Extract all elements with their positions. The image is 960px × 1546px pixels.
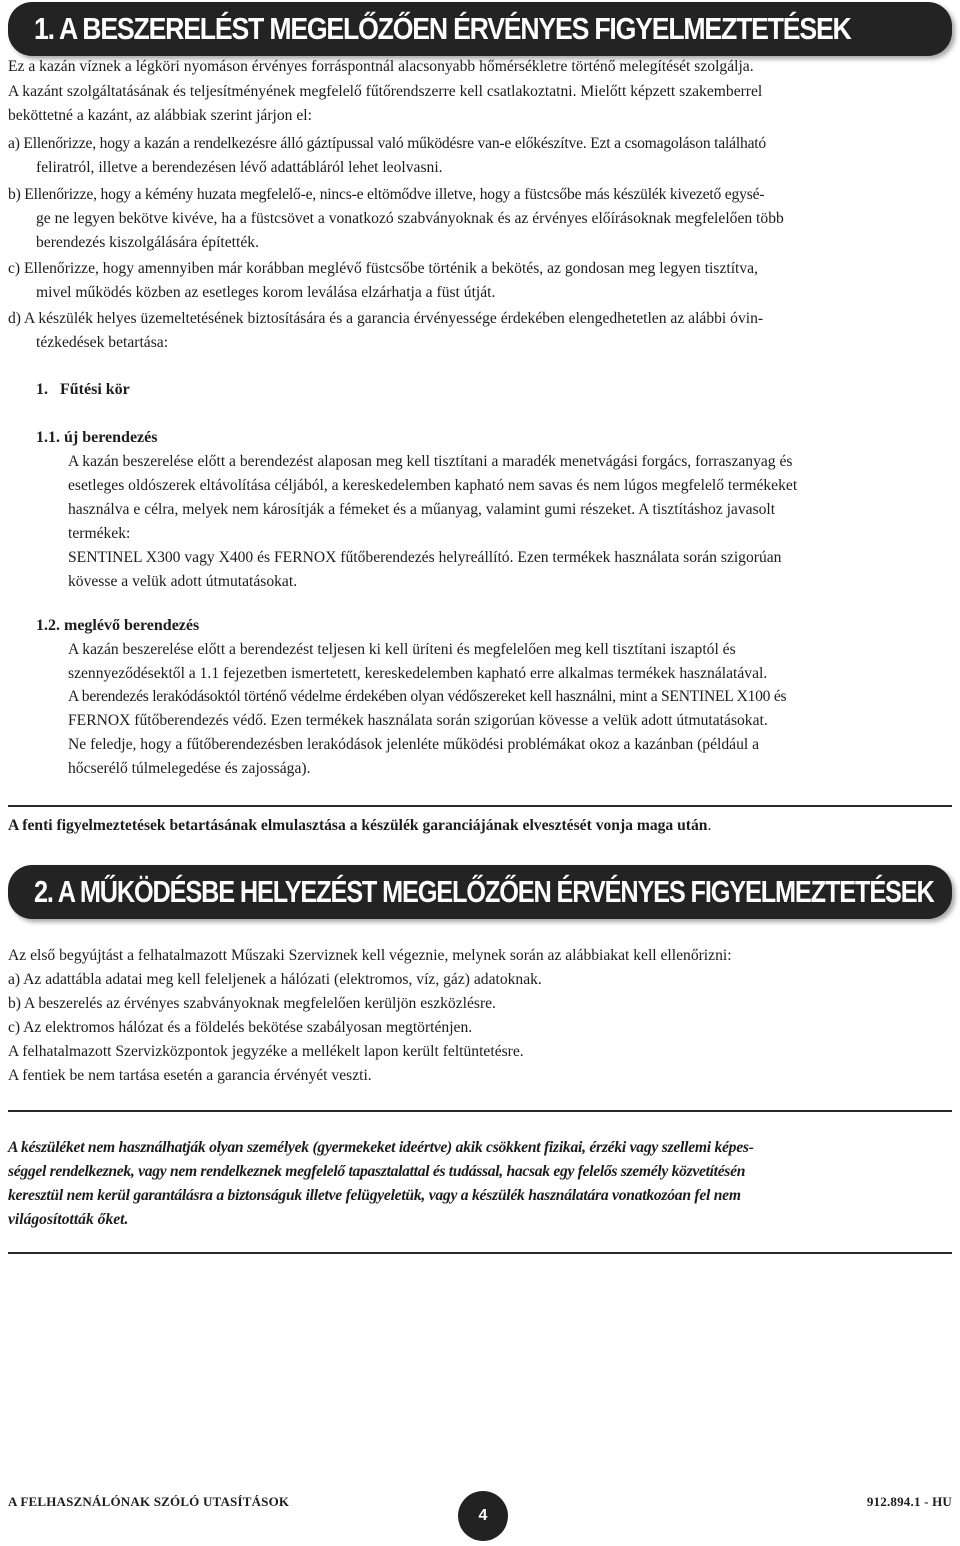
divider-2 — [8, 1110, 952, 1112]
safety-line-3: keresztül nem kerül garantálásra a biztonságuk illetve felügyeletük, vagy a készülék használatára vonatkozóan fel nem — [8, 1187, 741, 1204]
page-number: 4 — [478, 1507, 488, 1524]
p12-line-6: hőcserélő túlmelegedése és zajossága). — [68, 760, 311, 777]
s2-line-5: A felhatalmazott Szervizközpontok jegyzéke a mellékelt lapon került feltüntetésre. — [8, 1043, 524, 1060]
divider-1 — [8, 805, 952, 807]
warning-dot: . — [707, 817, 712, 834]
safety-line-2: séggel rendelkeznek, vagy nem rendelkeznek megfelelő tapasztalattal és tudással, hacsak egy felelős személy közvetítésén — [8, 1163, 746, 1180]
p12-line-4: FERNOX fűtőberendezés védő. Ezen termékek használata során szigorúan kövesse a velük adott útmutatásokat. — [68, 712, 768, 729]
item-c-line-1: c) Ellenőrizze, hogy amennyiben már korábban meglévő füstcsőbe történik a bekötés, az gondosan meg legyen tisztítva, — [8, 260, 758, 277]
s2-line-2: a) Az adattábla adatai meg kell feleljenek a hálózati (elektromos, víz, gáz) adatoknak. — [8, 971, 542, 988]
footer-title: A FELHASZNÁLÓNAK SZÓLÓ UTASÍTÁSOK — [8, 1494, 290, 1509]
p12-line-1: A kazán beszerelése előtt a berendezést teljesen ki kell üríteni és megfelelően meg kell tisztítani iszaptól és — [68, 641, 736, 658]
p11-line-2: esetleges oldószerek eltávolítása céljából, a kereskedelemben kapható nem savas és nem lúgos megfelelő termékeket — [68, 477, 798, 494]
item-a-line-2: feliratról, illetve a berendezésen lévő adattábláról lehet leolvasni. — [36, 159, 443, 176]
warning-main: A fenti figyelmeztetések betartásának elmulasztása a készülék garanciájának elvesztését vonja maga után — [8, 817, 708, 834]
section-2-title: 2. A MŰKÖDÉSBE HELYEZÉST MEGELŐZŐEN ÉRVÉNYES FIGYELMEZTETÉSEK — [34, 874, 934, 909]
s2-line-1: Az első begyújtást a felhatalmazott Műszaki Szerviznek kell végeznie, melynek során az alábbiakat kell ellenőrizni: — [8, 947, 732, 964]
heading-1-2: 1.2. meglévő berendezés — [36, 617, 200, 634]
warning-text — [8, 814, 711, 838]
item-c-line-2: mivel működés közben az esetleges korom leválása elzárhatja a füst útját. — [36, 284, 496, 301]
safety-line-1: A készüléket nem használhatják olyan személyek (gyermekeket ideértve) akik csökkent fizikai, érzéki vagy szellemi képes- — [8, 1139, 754, 1156]
heading-futesi-kor: 1. Fűtési kör — [36, 381, 130, 398]
p11-line-4: termékek: — [68, 525, 131, 542]
section-1-banner — [8, 2, 952, 56]
divider-3 — [8, 1252, 952, 1254]
item-b-line-3: berendezés kiszolgálására építették. — [36, 234, 259, 251]
footer-doc-code: 912.894.1 - HU — [866, 1494, 952, 1509]
s2-line-4: c) Az elektromos hálózat és a földelés bekötése szabályosan megtörténjen. — [8, 1019, 473, 1036]
item-b-line-2: ge ne legyen bekötve kivéve, ha a füstcsövet a vonatkozó szabványoknak és az érvényes előírásoknak megfelelően több — [36, 210, 784, 227]
item-b-line-1: b) Ellenőrizze, hogy a kémény huzata megfelelő-e, nincs-e eltömődve illetve, hogy a füstcsőbe más készülék kivezető egysé- — [8, 186, 765, 203]
page-number-badge — [458, 1491, 508, 1541]
p12-line-5: Ne feledje, hogy a fűtőberendezésben lerakódások jelenléte működési problémákat okoz a kazánban (például a — [68, 736, 760, 753]
item-a-line-1: a) Ellenőrizze, hogy a kazán a rendelkezésre álló gáztípussal való működésre van-e előkészítve. Ezt a csomagoláson található — [8, 135, 767, 152]
p12-line-2: szennyeződésektől a 1.1 fejezetben ismertetett, kereskedelemben kapható erre alkalmas termékek használatával. — [68, 665, 768, 682]
safety-line-4: világosították őket. — [8, 1211, 129, 1228]
p11-line-3: használva e célra, melyek nem károsítják a fémeket és a műanyag, valamint gumi részeket. A tisztításhoz javasolt — [68, 501, 776, 518]
item-d-line-2: tézkedések betartása: — [36, 334, 169, 351]
section-2-banner — [8, 865, 952, 919]
intro-line-2: A kazánt szolgáltatásának és teljesítményének megfelelő fűtőrendszerre kell csatlakoztatni. Mielőtt képzett szakemberrel — [8, 83, 763, 100]
s2-line-6: A fentiek be nem tartása esetén a garancia érvényét veszti. — [8, 1067, 372, 1084]
intro-line-1: Ez a kazán víznek a légköri nyomáson érvényes forráspontnál alacsonyabb hőmérsékletre történő melegítését szolgálja. — [8, 58, 754, 75]
intro-line-3: beköttetné a kazánt, az alábbiak szerint járjon el: — [8, 107, 312, 124]
p11-line-1: A kazán beszerelése előtt a berendezést alaposan meg kell tisztítani a maradék menetvágási forgács, forraszanyag és — [68, 453, 793, 470]
item-d-line-1: d) A készülék helyes üzemeltetésének biztosítására és a garancia érvényessége érdekében elengedhetetlen az alábbi óvin- — [8, 310, 764, 327]
s2-line-3: b) A beszerelés az érvényes szabványoknak megfelelően kerüljön eszközlésre. — [8, 995, 496, 1012]
p12-line-3: A berendezés lerakódásoktól történő védelme érdekében olyan védőszereket kell használni, mint a SENTINEL X100 és — [68, 688, 787, 705]
p11-line-6: kövesse a velük adott útmutatásokat. — [68, 573, 298, 590]
p11-line-5: SENTINEL X300 vagy X400 és FERNOX fűtőberendezés helyreállító. Ezen termékek használata során szigorúan — [68, 549, 782, 566]
heading-1-1: 1.1. új berendezés — [36, 429, 158, 446]
section-1-title: 1. A BESZERELÉST MEGELŐZŐEN ÉRVÉNYES FIGYELMEZTETÉSEK — [34, 11, 851, 46]
